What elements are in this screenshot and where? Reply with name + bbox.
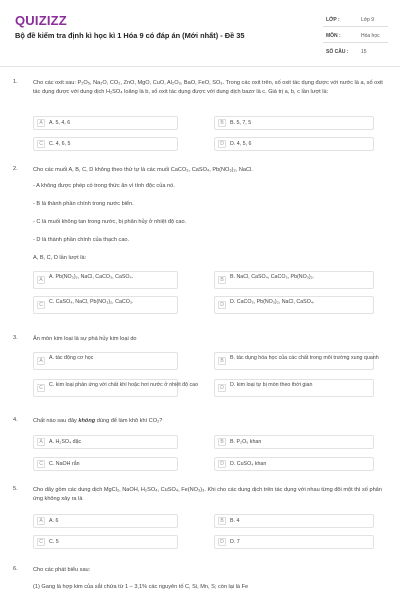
question-text-start: Chất nào sau đây [33, 418, 79, 424]
question-line: - A không được phép có trong thức ăn vì tính độc của nó. [33, 183, 175, 189]
option-letter: A [37, 119, 45, 127]
option-b[interactable] [214, 352, 379, 370]
option-text: A. Pb(NO₃)₂, NaCl, CaCO₃, CaSO₄. [49, 274, 134, 280]
option-c[interactable] [33, 296, 178, 314]
question-text: Cho các muối A, B, C, D không theo thứ tự là các muối CaCO₃, CaSO₄, Pb(NO₃)₂, NaCl. [33, 167, 253, 173]
quizizz-logo: QUIZIZZ [15, 13, 67, 28]
option-text: B. P₂O₅ khan [230, 439, 262, 445]
option-b[interactable] [214, 271, 374, 289]
question-text: Cho các oxit sau: P₂O₅, Na₂O, CO₂, ZnO, MgO, CuO, Al₂O₃, BaO, FeO, SO₃. Trong các oxit trên, số oxit tác dụng được với nước là a, số oxit tác dụng được với dung dịch H₂SO₄ loãng là b, số oxit tác dụng được với dung dịch bazơ là c. Giá trị a, b, c lần lượt là: [33, 80, 383, 95]
meta-subject-value: Hóa học [361, 33, 380, 39]
meta-subject-label: MÔN : [326, 33, 341, 39]
option-text: C. 4, 6, 5 [49, 141, 71, 147]
option-letter: A [37, 276, 45, 284]
question-text-end: dùng để làm khô khí CO₂? [95, 418, 163, 424]
question-text: Cho dãy gồm các dung dịch MgCl₂, NaOH, H₂SO₄, CuSO₄, Fe(NO₃)₃. Khi cho các dung dịch trên tác dụng với nhau từng đôi một thì số phản ứng không xảy ra là [33, 487, 382, 502]
option-text: A. 6 [49, 518, 59, 524]
option-text: C. kim loại phản ứng với chất khí hoặc hơi nước ở nhiệt độ cao [49, 382, 199, 388]
question-line: (1) Gang là hợp kim của sắt chứa từ 1 – 3,1% các nguyên tố C, Si, Mn, S; còn lại là Fe [33, 584, 249, 590]
meta-count-value: 15 [361, 49, 367, 55]
option-letter: A [37, 517, 45, 525]
option-text: C. NaOH rắn [49, 461, 80, 467]
option-d[interactable] [214, 379, 374, 397]
option-text: B. 5, 7, 5 [230, 120, 252, 126]
option-letter: D [218, 301, 226, 309]
option-c[interactable] [33, 535, 178, 549]
option-letter: D [218, 460, 226, 468]
option-b[interactable] [214, 514, 374, 528]
option-letter: A [37, 357, 45, 365]
question-number: 1. [13, 79, 18, 85]
question-number: 3. [13, 335, 18, 341]
meta-subject [323, 29, 388, 43]
option-letter: B [218, 517, 226, 525]
question-number: 6. [13, 566, 18, 572]
option-letter: D [218, 384, 226, 392]
option-text: A. H₂SO₄ đặc [49, 439, 82, 445]
question-line: - D là thành phần chính của thạch cao. [33, 237, 130, 243]
option-a[interactable] [33, 352, 178, 370]
option-text: A. tác động cơ học [49, 355, 94, 361]
question-line: - C là muối không tan trong nước, bị phân hủy ở nhiệt độ cao. [33, 219, 187, 225]
option-a[interactable] [33, 514, 178, 528]
option-letter: B [218, 438, 226, 446]
option-d[interactable] [214, 296, 374, 314]
option-c[interactable] [33, 457, 178, 471]
option-letter: C [37, 538, 45, 546]
option-d[interactable] [214, 535, 374, 549]
meta-class [323, 13, 388, 27]
question-text [33, 417, 389, 426]
page-title: Bộ đề kiểm tra định kì học kì 1 Hóa 9 có đáp án (Mới nhất) - Đề 35 [15, 31, 245, 40]
question-text: Cho các phát biểu sau: [33, 567, 91, 573]
meta-count [323, 45, 388, 59]
option-text: A. 5, 4, 6 [49, 120, 71, 126]
option-letter: D [218, 538, 226, 546]
option-letter: D [218, 140, 226, 148]
option-text: D. CuSO₄ khan [230, 461, 267, 467]
meta-count-label: SỐ CÂU : [326, 49, 349, 55]
option-text: C. 5 [49, 539, 59, 545]
question-line: - B là thành phần chính trong nước biển. [33, 201, 134, 207]
option-b[interactable] [214, 116, 374, 130]
option-letter: B [218, 276, 226, 284]
question-line: A, B, C, D lần lượt là: [33, 255, 87, 261]
option-text: B. tác dụng hóa học của các chất trong môi trường xung quanh [230, 355, 379, 361]
option-letter: C [37, 140, 45, 148]
option-text: D. 4, 5, 6 [230, 141, 252, 147]
question-text: Ăn mòn kim loại là sự phá hủy kim loại do [33, 336, 137, 342]
option-c[interactable] [33, 379, 199, 397]
option-text: D. 7 [230, 539, 240, 545]
option-text: B. 4 [230, 518, 240, 524]
question-number: 4. [13, 417, 18, 423]
option-letter: B [218, 119, 226, 127]
question-emphasis: không [78, 418, 96, 424]
option-d[interactable] [214, 457, 374, 471]
option-a[interactable] [33, 116, 178, 130]
option-letter: A [37, 438, 45, 446]
question-number: 5. [13, 486, 18, 492]
meta-class-label: LỚP : [326, 17, 340, 23]
option-c[interactable] [33, 137, 178, 151]
option-text: B. NaCl, CaSO₄, CaCO₃, Pb(NO₃)₂. [230, 274, 315, 280]
option-text: C. CaSO₄, NaCl, Pb(NO₃)₂, CaCO₃. [49, 299, 134, 305]
header [0, 0, 400, 64]
option-a[interactable] [33, 435, 178, 449]
option-letter: C [37, 384, 45, 392]
option-a[interactable] [33, 271, 178, 289]
question-number: 2. [13, 166, 18, 172]
option-text: D. kim loại tự bị mòn theo thời gian [230, 382, 313, 388]
option-letter: C [37, 301, 45, 309]
meta-class-value: Lớp 9 [361, 17, 375, 23]
option-letter: C [37, 460, 45, 468]
option-letter: B [218, 357, 226, 365]
header-divider [0, 66, 400, 67]
option-b[interactable] [214, 435, 374, 449]
option-text: D. CaCO₃, Pb(NO₃)₂, NaCl, CaSO₄. [230, 299, 315, 305]
option-d[interactable] [214, 137, 374, 151]
